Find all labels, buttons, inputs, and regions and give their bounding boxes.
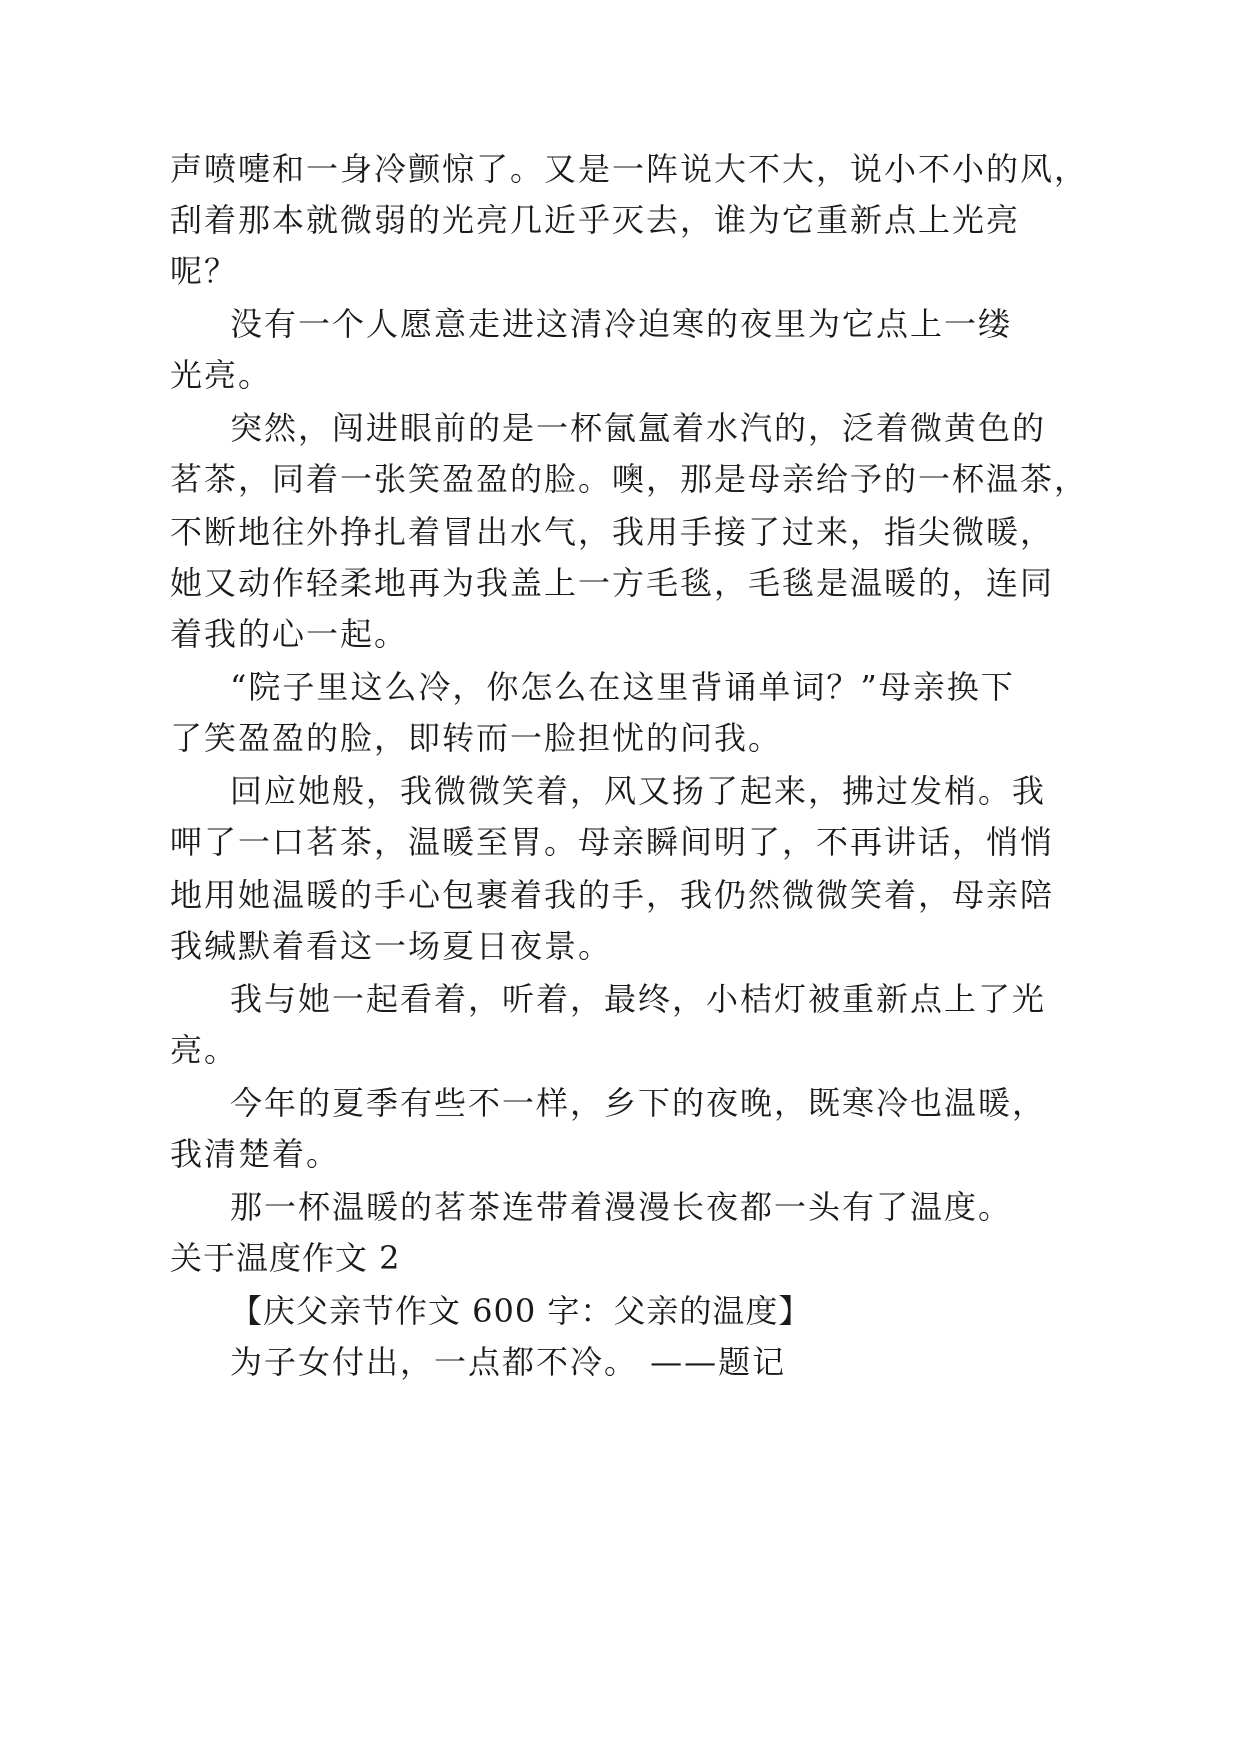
text-line-content: 茗茶，同着一张笑盈盈的脸。噢，那是母亲给予的一杯温茶，: [170, 460, 1089, 498]
text-line-content: 突然，闯进眼前的是一杯氤氲着水汽的，泛着微黄色的: [230, 409, 1047, 447]
text-line-content: 她又动作轻柔地再为我盖上一方毛毯，毛毯是温暖的，连同: [170, 564, 1055, 602]
paragraph-start-line: [0, 295, 1241, 353]
text-line-content: 我缄默着看这一场夏日夜景。: [170, 927, 613, 965]
text-line: [0, 450, 1241, 508]
text-line: [0, 191, 1241, 249]
paragraph-start-line: [0, 1074, 1241, 1132]
text-line-content: 呢？: [170, 252, 239, 290]
section-title-text: 关于温度作文 2: [170, 1239, 401, 1277]
paragraph-start-line: [0, 970, 1241, 1028]
text-line: [0, 813, 1241, 871]
section-title: [0, 1229, 1241, 1287]
text-line-content: 光亮。: [170, 356, 273, 394]
text-line-content: 亮。: [170, 1031, 239, 1069]
text-line-content: 没有一个人愿意走进这清冷迫寒的夜里为它点上一缕: [230, 305, 1013, 343]
text-line: [0, 346, 1241, 404]
text-line: [0, 1021, 1241, 1079]
article-heading-text: 【庆父亲节作文 600 字：父亲的温度】: [230, 1292, 812, 1330]
text-line-content: 了笑盈盈的脸，即转而一脸担忧的问我。: [170, 719, 783, 757]
text-line-content: 回应她般，我微微笑着，风又扬了起来，拂过发梢。我: [230, 772, 1047, 810]
text-line-content: 着我的心一起。: [170, 615, 409, 653]
text-line: [0, 554, 1241, 612]
epigraph-line: [0, 1333, 1241, 1391]
text-line-content: 我与她一起看着，听着，最终，小桔灯被重新点上了光: [230, 980, 1047, 1018]
text-line-content: 那一杯温暖的茗茶连带着漫漫长夜都一头有了温度。: [230, 1188, 1013, 1226]
text-line: [0, 1125, 1241, 1183]
text-line-content: 不断地往外挣扎着冒出水气，我用手接了过来，指尖微暖，: [170, 513, 1055, 551]
epigraph-text: 为子女付出，一点都不冷。 ——题记: [230, 1343, 787, 1381]
text-line: [0, 242, 1241, 300]
paragraph-start-line: [0, 1178, 1241, 1236]
text-line: [0, 709, 1241, 767]
text-line-content: 我清楚着。: [170, 1135, 341, 1173]
article-heading: [0, 1282, 1241, 1340]
text-line-content: 今年的夏季有些不一样，乡下的夜晚，既寒冷也温暖，: [230, 1084, 1047, 1122]
text-line-content: 呷了一口茗茶，温暖至胃。母亲瞬间明了，不再讲话，悄悄: [170, 823, 1055, 861]
text-line: [0, 917, 1241, 975]
text-line-content: 声喷嚏和一身冷颤惊了。又是一阵说大不大，说小不小的风，: [170, 150, 1089, 188]
text-line-content: 地用她温暖的手心包裹着我的手，我仍然微微笑着，母亲陪: [170, 876, 1055, 914]
text-line-content: “院子里这么冷，你怎么在这里背诵单词？”母亲换下: [230, 668, 1015, 706]
text-line-content: 刮着那本就微弱的光亮几近乎灭去，谁为它重新点上光亮: [170, 201, 1021, 239]
text-line: [0, 605, 1241, 663]
paragraph-start-line: [0, 399, 1241, 457]
paragraph-start-line: [0, 658, 1241, 716]
text-line: [0, 503, 1241, 561]
text-line: [0, 140, 1241, 198]
text-line: [0, 866, 1241, 924]
paragraph-start-line: [0, 762, 1241, 820]
